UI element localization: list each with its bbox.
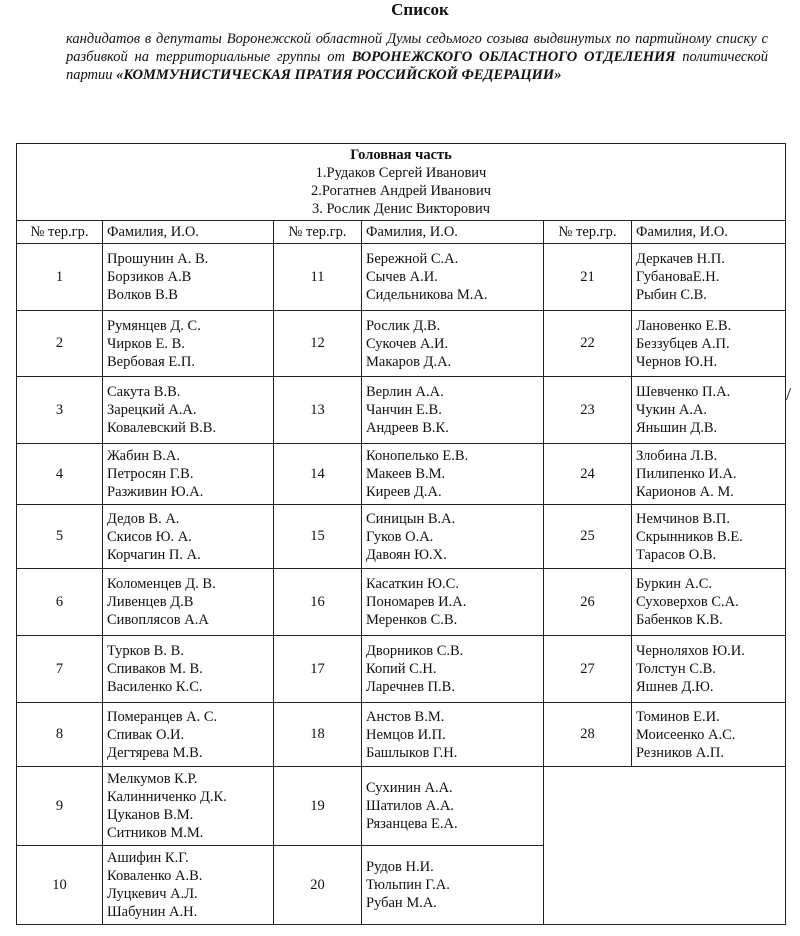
group-candidates xyxy=(103,846,274,925)
candidate-name: Ковалевский В.В. xyxy=(107,420,217,436)
candidate-name: Конопелько Е.В. xyxy=(366,448,469,464)
candidate-name: Бережной С.А. xyxy=(366,251,459,267)
candidate-name: Чукин А.А. xyxy=(636,402,708,418)
subtitle-organization: ВОРОНЕЖСКОГО ОБЛАСТНОГО ОТДЕЛЕНИЯ xyxy=(351,49,676,65)
candidate-name: Давоян Ю.Х. xyxy=(366,546,447,563)
group-candidates xyxy=(103,311,274,377)
candidate-name: Анстов В.М. xyxy=(366,708,445,725)
group-candidates xyxy=(103,569,274,636)
candidate-name: Коломенцев Д. В. xyxy=(107,576,216,592)
group-candidates xyxy=(362,636,544,703)
group-row xyxy=(17,311,786,377)
candidate-name: Сычев А.И. xyxy=(366,269,438,285)
group-number-header: № тер.гр. xyxy=(17,221,103,244)
candidate-name: Сидельникова М.А. xyxy=(366,287,488,303)
group-number: 17 xyxy=(274,636,362,703)
group-candidates xyxy=(362,444,544,505)
group-row xyxy=(17,703,786,767)
candidate-name: Цуканов В.М. xyxy=(107,807,194,823)
candidate-name: Чернов Ю.Н. xyxy=(636,353,718,370)
candidate-name: Вербовая Е.П. xyxy=(107,353,195,370)
candidate-name: Карионов А. М. xyxy=(636,484,734,500)
candidate-name: Жабин В.А. xyxy=(107,448,180,464)
candidate-name: Корчагин П. А. xyxy=(107,546,201,563)
candidate-name: Томинов Е.И. xyxy=(636,708,720,725)
candidate-name: Ситников М.М. xyxy=(107,825,204,841)
group-candidates xyxy=(362,569,544,636)
name-header: Фамилия, И.О. xyxy=(632,221,786,244)
group-number: 21 xyxy=(544,244,632,311)
name-header: Фамилия, И.О. xyxy=(103,221,274,244)
candidate-name: Киреев Д.А. xyxy=(366,484,442,500)
candidate-name: Немчинов В.П. xyxy=(636,510,731,527)
name-header: Фамилия, И.О. xyxy=(362,221,544,244)
group-number: 27 xyxy=(544,636,632,703)
candidate-name: Синицын В.А. xyxy=(366,510,456,527)
group-candidates xyxy=(362,505,544,569)
group-number: 25 xyxy=(544,505,632,569)
candidate-name: Калинниченко Д.К. xyxy=(107,789,227,805)
document-subtitle xyxy=(66,30,768,84)
candidate-name: ГубановаЕ.Н. xyxy=(636,269,720,285)
candidate-name: Ларечнев П.В. xyxy=(366,679,455,695)
group-candidates xyxy=(362,703,544,767)
candidate-name: Румянцев Д. С. xyxy=(107,317,201,334)
empty-cell xyxy=(544,767,786,925)
document-title: Список xyxy=(391,0,449,19)
candidate-name: Волков В.В xyxy=(107,287,178,303)
candidate-name: Бабенков К.В. xyxy=(636,612,723,628)
candidate-name: Лановенко Е.В. xyxy=(636,317,732,334)
group-number: 22 xyxy=(544,311,632,377)
subtitle-party: «КОММУНИСТИЧЕСКАЯ ПРАТИЯ РОССИЙСКОЙ ФЕДЕРАЦИИ» xyxy=(116,67,562,83)
candidate-name: Спиваков М. В. xyxy=(107,661,203,677)
candidate-name: Злобина Л.В. xyxy=(636,448,718,464)
candidate-name: Беззубцев А.П. xyxy=(636,335,730,352)
group-candidates xyxy=(632,244,786,311)
side-mark: / xyxy=(786,384,792,404)
candidate-name: Луцкевич А.Л. xyxy=(107,886,198,902)
group-candidates xyxy=(362,311,544,377)
group-row xyxy=(17,569,786,636)
group-number: 19 xyxy=(274,767,362,846)
group-number: 9 xyxy=(17,767,103,846)
candidate-name: Макеев В.М. xyxy=(366,466,446,482)
group-number: 1 xyxy=(17,244,103,311)
group-candidates xyxy=(103,444,274,505)
group-row xyxy=(17,505,786,569)
group-row xyxy=(17,636,786,703)
candidate-name: Дегтярева М.В. xyxy=(107,744,203,761)
candidate-name: Моисеенко А.С. xyxy=(636,726,736,743)
group-number: 18 xyxy=(274,703,362,767)
candidate-name: Рослик Д.В. xyxy=(366,317,441,334)
group-row xyxy=(17,377,786,444)
candidate-name: Макаров Д.А. xyxy=(366,353,452,370)
group-number: 28 xyxy=(544,703,632,767)
candidate-name: Ливенцев Д.В xyxy=(107,594,194,610)
group-candidates xyxy=(362,767,544,846)
head-member: 3. Рослик Денис Викторович xyxy=(311,201,491,217)
group-candidates xyxy=(632,311,786,377)
candidate-name: Спивак О.И. xyxy=(107,726,185,743)
candidate-name: Копий С.Н. xyxy=(366,661,437,677)
group-number: 14 xyxy=(274,444,362,505)
group-number: 10 xyxy=(17,846,103,925)
group-candidates xyxy=(103,244,274,311)
candidates-table xyxy=(16,143,786,925)
group-candidates xyxy=(632,377,786,444)
head-section-title: Головная часть xyxy=(350,147,452,163)
candidate-name: Сакута В.В. xyxy=(107,384,181,400)
group-number-header: № тер.гр. xyxy=(274,221,362,244)
candidate-name: Немцов И.П. xyxy=(366,726,446,743)
candidate-name: Прошунин А. В. xyxy=(107,251,209,267)
candidate-name: Василенко К.С. xyxy=(107,679,203,695)
group-number: 8 xyxy=(17,703,103,767)
group-number-header: № тер.гр. xyxy=(544,221,632,244)
candidate-name: Дворников С.В. xyxy=(366,643,464,659)
group-number: 3 xyxy=(17,377,103,444)
group-candidates xyxy=(103,767,274,846)
candidate-name: Шабунин А.Н. xyxy=(107,904,198,920)
group-number: 13 xyxy=(274,377,362,444)
group-number: 11 xyxy=(274,244,362,311)
group-number: 16 xyxy=(274,569,362,636)
candidate-name: Сухинин А.А. xyxy=(366,780,453,796)
group-candidates xyxy=(103,377,274,444)
candidate-name: Тарасов О.В. xyxy=(636,546,717,563)
candidate-name: Скисов Ю. А. xyxy=(107,528,192,545)
candidate-name: Ашифин К.Г. xyxy=(107,850,189,866)
head-row xyxy=(17,144,786,221)
candidate-name: Андреев В.К. xyxy=(366,420,449,436)
candidate-name: Касаткин Ю.С. xyxy=(366,576,459,592)
candidate-name: Борзиков А.В xyxy=(107,269,192,285)
candidate-name: Пономарев И.А. xyxy=(366,594,467,610)
group-number: 24 xyxy=(544,444,632,505)
candidate-name: Разживин Ю.А. xyxy=(107,484,204,500)
candidate-name: Турков В. В. xyxy=(107,643,184,659)
subtitle-text: кандидатов в депутаты Воронежской областной Думы седьмого созыва выдвинутых по партийному списку с разбивкой на территориальные группы от xyxy=(66,31,768,65)
candidate-name: Гуков О.А. xyxy=(366,528,434,545)
candidate-name: Дедов В. А. xyxy=(107,510,180,527)
candidate-name: Померанцев А. С. xyxy=(107,708,218,725)
group-number: 15 xyxy=(274,505,362,569)
group-candidates xyxy=(362,244,544,311)
candidate-name: Чанчин Е.В. xyxy=(366,402,442,418)
group-number: 7 xyxy=(17,636,103,703)
candidate-name: Меренков С.В. xyxy=(366,612,458,628)
group-number: 4 xyxy=(17,444,103,505)
candidate-name: Суховерхов С.А. xyxy=(636,594,739,610)
candidate-name: Башлыков Г.Н. xyxy=(366,744,458,761)
candidate-name: Деркачев Н.П. xyxy=(636,251,725,267)
candidate-name: Верлин А.А. xyxy=(366,384,444,400)
candidate-name: Чирков Е. В. xyxy=(107,335,185,352)
group-candidates xyxy=(362,377,544,444)
candidate-name: Рудов Н.И. xyxy=(366,859,434,875)
group-number: 2 xyxy=(17,311,103,377)
candidate-name: Буркин А.С. xyxy=(636,576,713,592)
candidate-name: Рыбин С.В. xyxy=(636,287,707,303)
candidate-name: Яшнев Д.Ю. xyxy=(636,679,714,695)
group-candidates xyxy=(632,569,786,636)
candidate-name: Петросян Г.В. xyxy=(107,466,194,482)
head-member: 1.Рудаков Сергей Иванович xyxy=(315,165,487,181)
group-number: 6 xyxy=(17,569,103,636)
group-candidates xyxy=(103,505,274,569)
group-candidates xyxy=(362,846,544,925)
group-candidates xyxy=(103,636,274,703)
group-number: 5 xyxy=(17,505,103,569)
head-member: 2.Рогатнев Андрей Иванович xyxy=(311,183,491,199)
candidate-name: Рубан М.А. xyxy=(366,895,437,911)
group-number: 23 xyxy=(544,377,632,444)
group-candidates xyxy=(103,703,274,767)
candidate-name: Скрынников В.Е. xyxy=(636,528,743,545)
candidate-name: Мелкумов К.Р. xyxy=(107,771,198,787)
group-number: 26 xyxy=(544,569,632,636)
column-header-row xyxy=(17,221,786,244)
group-candidates xyxy=(632,636,786,703)
group-row xyxy=(17,767,786,846)
candidate-name: Шевченко П.А. xyxy=(636,384,731,400)
candidate-name: Шатилов А.А. xyxy=(366,798,454,814)
candidate-name: Резников А.П. xyxy=(636,744,724,761)
group-row xyxy=(17,244,786,311)
group-candidates xyxy=(632,505,786,569)
candidate-name: Толстун С.В. xyxy=(636,661,716,677)
group-candidates xyxy=(632,703,786,767)
group-candidates xyxy=(632,444,786,505)
group-row xyxy=(17,444,786,505)
candidate-name: Зарецкий А.А. xyxy=(107,402,197,418)
candidate-name: Сукочев А.И. xyxy=(366,335,449,352)
candidate-name: Яньшин Д.В. xyxy=(636,420,718,436)
candidate-name: Тюльпин Г.А. xyxy=(366,877,450,893)
group-number: 12 xyxy=(274,311,362,377)
candidate-name: Сивоплясов А.А xyxy=(107,612,209,628)
candidate-name: Пилипенко И.А. xyxy=(636,466,737,482)
candidate-name: Рязанцева Е.А. xyxy=(366,816,458,832)
head-section xyxy=(17,144,786,221)
candidate-name: Коваленко А.В. xyxy=(107,868,203,884)
group-number: 20 xyxy=(274,846,362,925)
subtitle-text-middle: политической партии xyxy=(66,49,768,83)
candidate-name: Черноляхов Ю.И. xyxy=(636,643,745,659)
